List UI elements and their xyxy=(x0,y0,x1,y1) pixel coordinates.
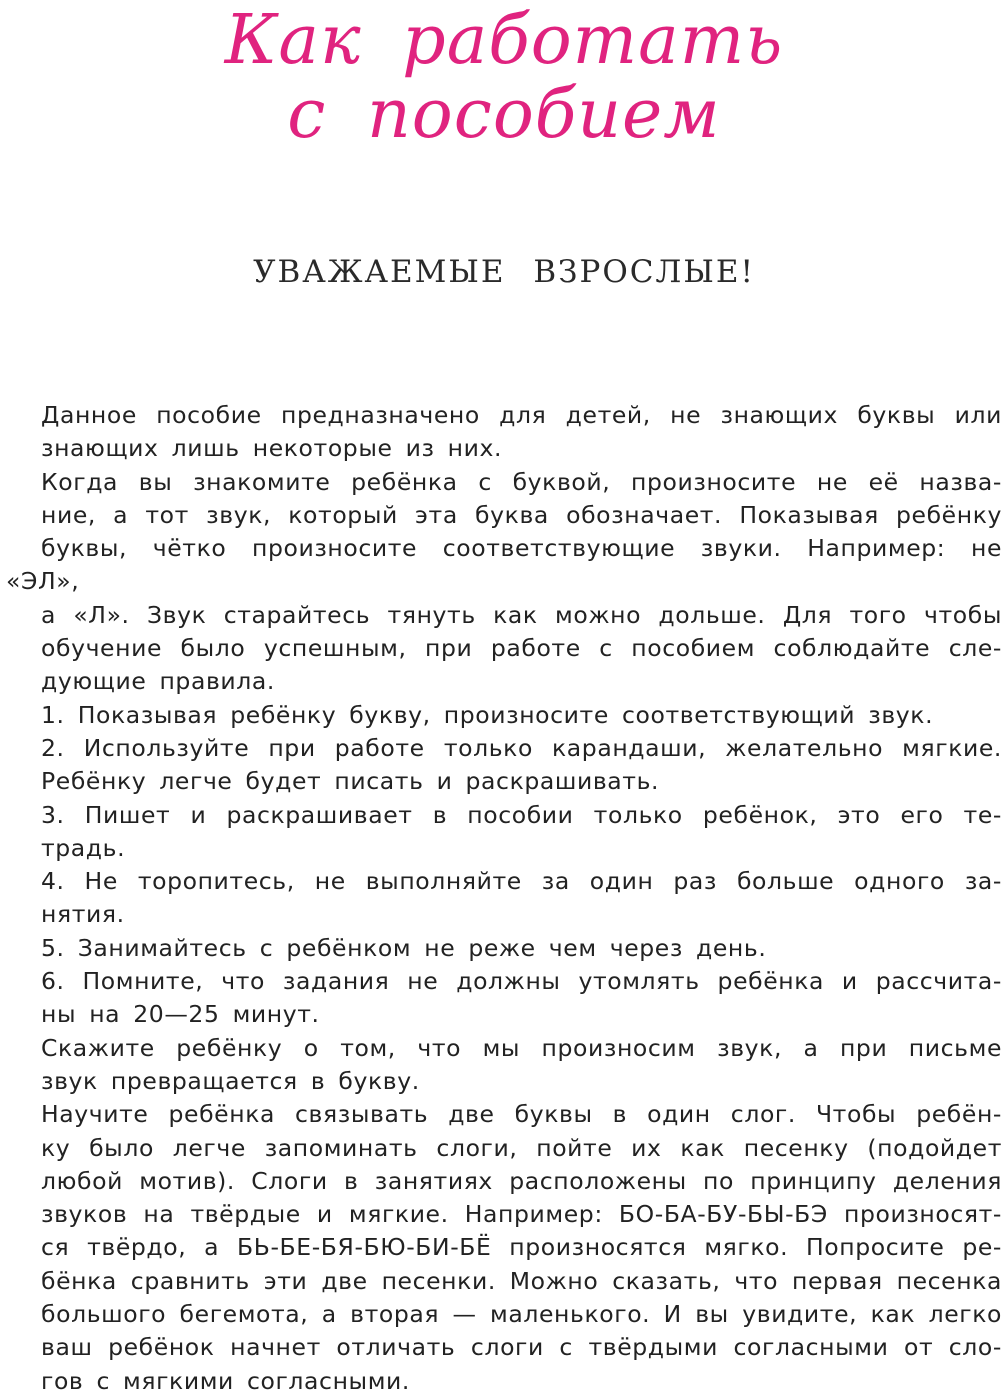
paragraph xyxy=(6,932,1002,965)
page-title xyxy=(0,1,1008,154)
text-line: большого бегемота, а вторая — маленького. И вы увидите, как легко xyxy=(41,1300,1002,1329)
text-line: 1. Показывая ребёнку букву, произносите соответствующий звук. xyxy=(41,700,934,729)
text-line: 6. Помните, что задания не должны утомлять ребёнка и рассчита- xyxy=(41,967,1002,996)
paragraph xyxy=(6,1032,1002,1099)
text-line: любой мотив). Слоги в занятиях расположены по принципу деления xyxy=(41,1166,1002,1195)
text-line: Когда вы знакомите ребёнка с буквой, произносите не её назва- xyxy=(41,467,1002,496)
text-line: 3. Пишет и раскрашивает в пособии только ребёнок, это его те- xyxy=(41,800,1002,829)
text-line: традь. xyxy=(41,833,126,862)
text-line: а «Л». Звук старайтесь тянуть как можно дольше. Для того чтобы xyxy=(41,600,1002,629)
paragraph xyxy=(6,399,1002,466)
text-line: Ребёнку легче будет писать и раскрашивать. xyxy=(41,767,660,796)
text-line: Данное пособие предназначено для детей, не знающих буквы или xyxy=(41,401,1002,429)
text-line: 4. Не торопитесь, не выполняйте за один раз больше одного за- xyxy=(41,867,1002,896)
text-line: звуков на твёрдые и мягкие. Например: БО-БА-БУ-БЫ-БЭ произносят- xyxy=(41,1200,1002,1229)
text-line: ваш ребёнок начнет отличать слоги с твёрдыми согласными от сло- xyxy=(41,1333,1002,1362)
paragraph xyxy=(6,699,1002,732)
subtitle-heading: УВАЖАЕМЫЕ ВЗРОСЛЫЕ! xyxy=(253,254,755,290)
text-line: бёнка сравнить эти две песенки. Можно сказать, что первая песенка xyxy=(41,1266,1002,1295)
text-line: ние, а тот звук, который эта буква обозначает. Показывая ребёнку xyxy=(41,500,1002,529)
text-line: 5. Занимайтесь с ребёнком не реже чем через день. xyxy=(41,933,767,962)
text-line: гов с мягкими согласными. xyxy=(41,1366,410,1395)
paragraph xyxy=(6,965,1002,1032)
paragraph xyxy=(6,732,1002,799)
text-line: обучение было успешным, при работе с пособием соблюдайте сле- xyxy=(41,634,1002,663)
text-line: дующие правила. xyxy=(41,667,275,696)
body-text xyxy=(6,399,1002,1398)
paragraph xyxy=(6,865,1002,932)
text-line: звук превращается в букву. xyxy=(41,1066,420,1095)
text-line: ку было легче запоминать слоги, пойте их как песенку (подойдет xyxy=(41,1133,1002,1162)
text-line: Скажите ребёнку о том, что мы произносим звук, а при письме xyxy=(41,1033,1002,1062)
text-line: буквы, чётко произносите соответствующие звуки. Например: не «ЭЛ», xyxy=(6,534,1002,596)
text-line: ся твёрдо, а БЬ-БЕ-БЯ-БЮ-БИ-БЁ произносятся мягко. Попросите ре- xyxy=(41,1233,1002,1262)
paragraph xyxy=(6,1098,1002,1398)
paragraph xyxy=(6,466,1002,699)
text-line: Научите ребёнка связывать две буквы в один слог. Чтобы ребён- xyxy=(41,1100,1002,1129)
text-line: 2. Используйте при работе только карандаши, желательно мягкие. xyxy=(41,733,1002,762)
text-line: ны на 20—25 минут. xyxy=(41,1000,320,1029)
text-line: знающих лишь некоторые из них. xyxy=(41,434,503,463)
text-line: нятия. xyxy=(41,900,125,929)
title-line-2: с пособием xyxy=(287,75,721,154)
title-line-1: Как работать xyxy=(224,1,784,80)
paragraph xyxy=(6,799,1002,866)
